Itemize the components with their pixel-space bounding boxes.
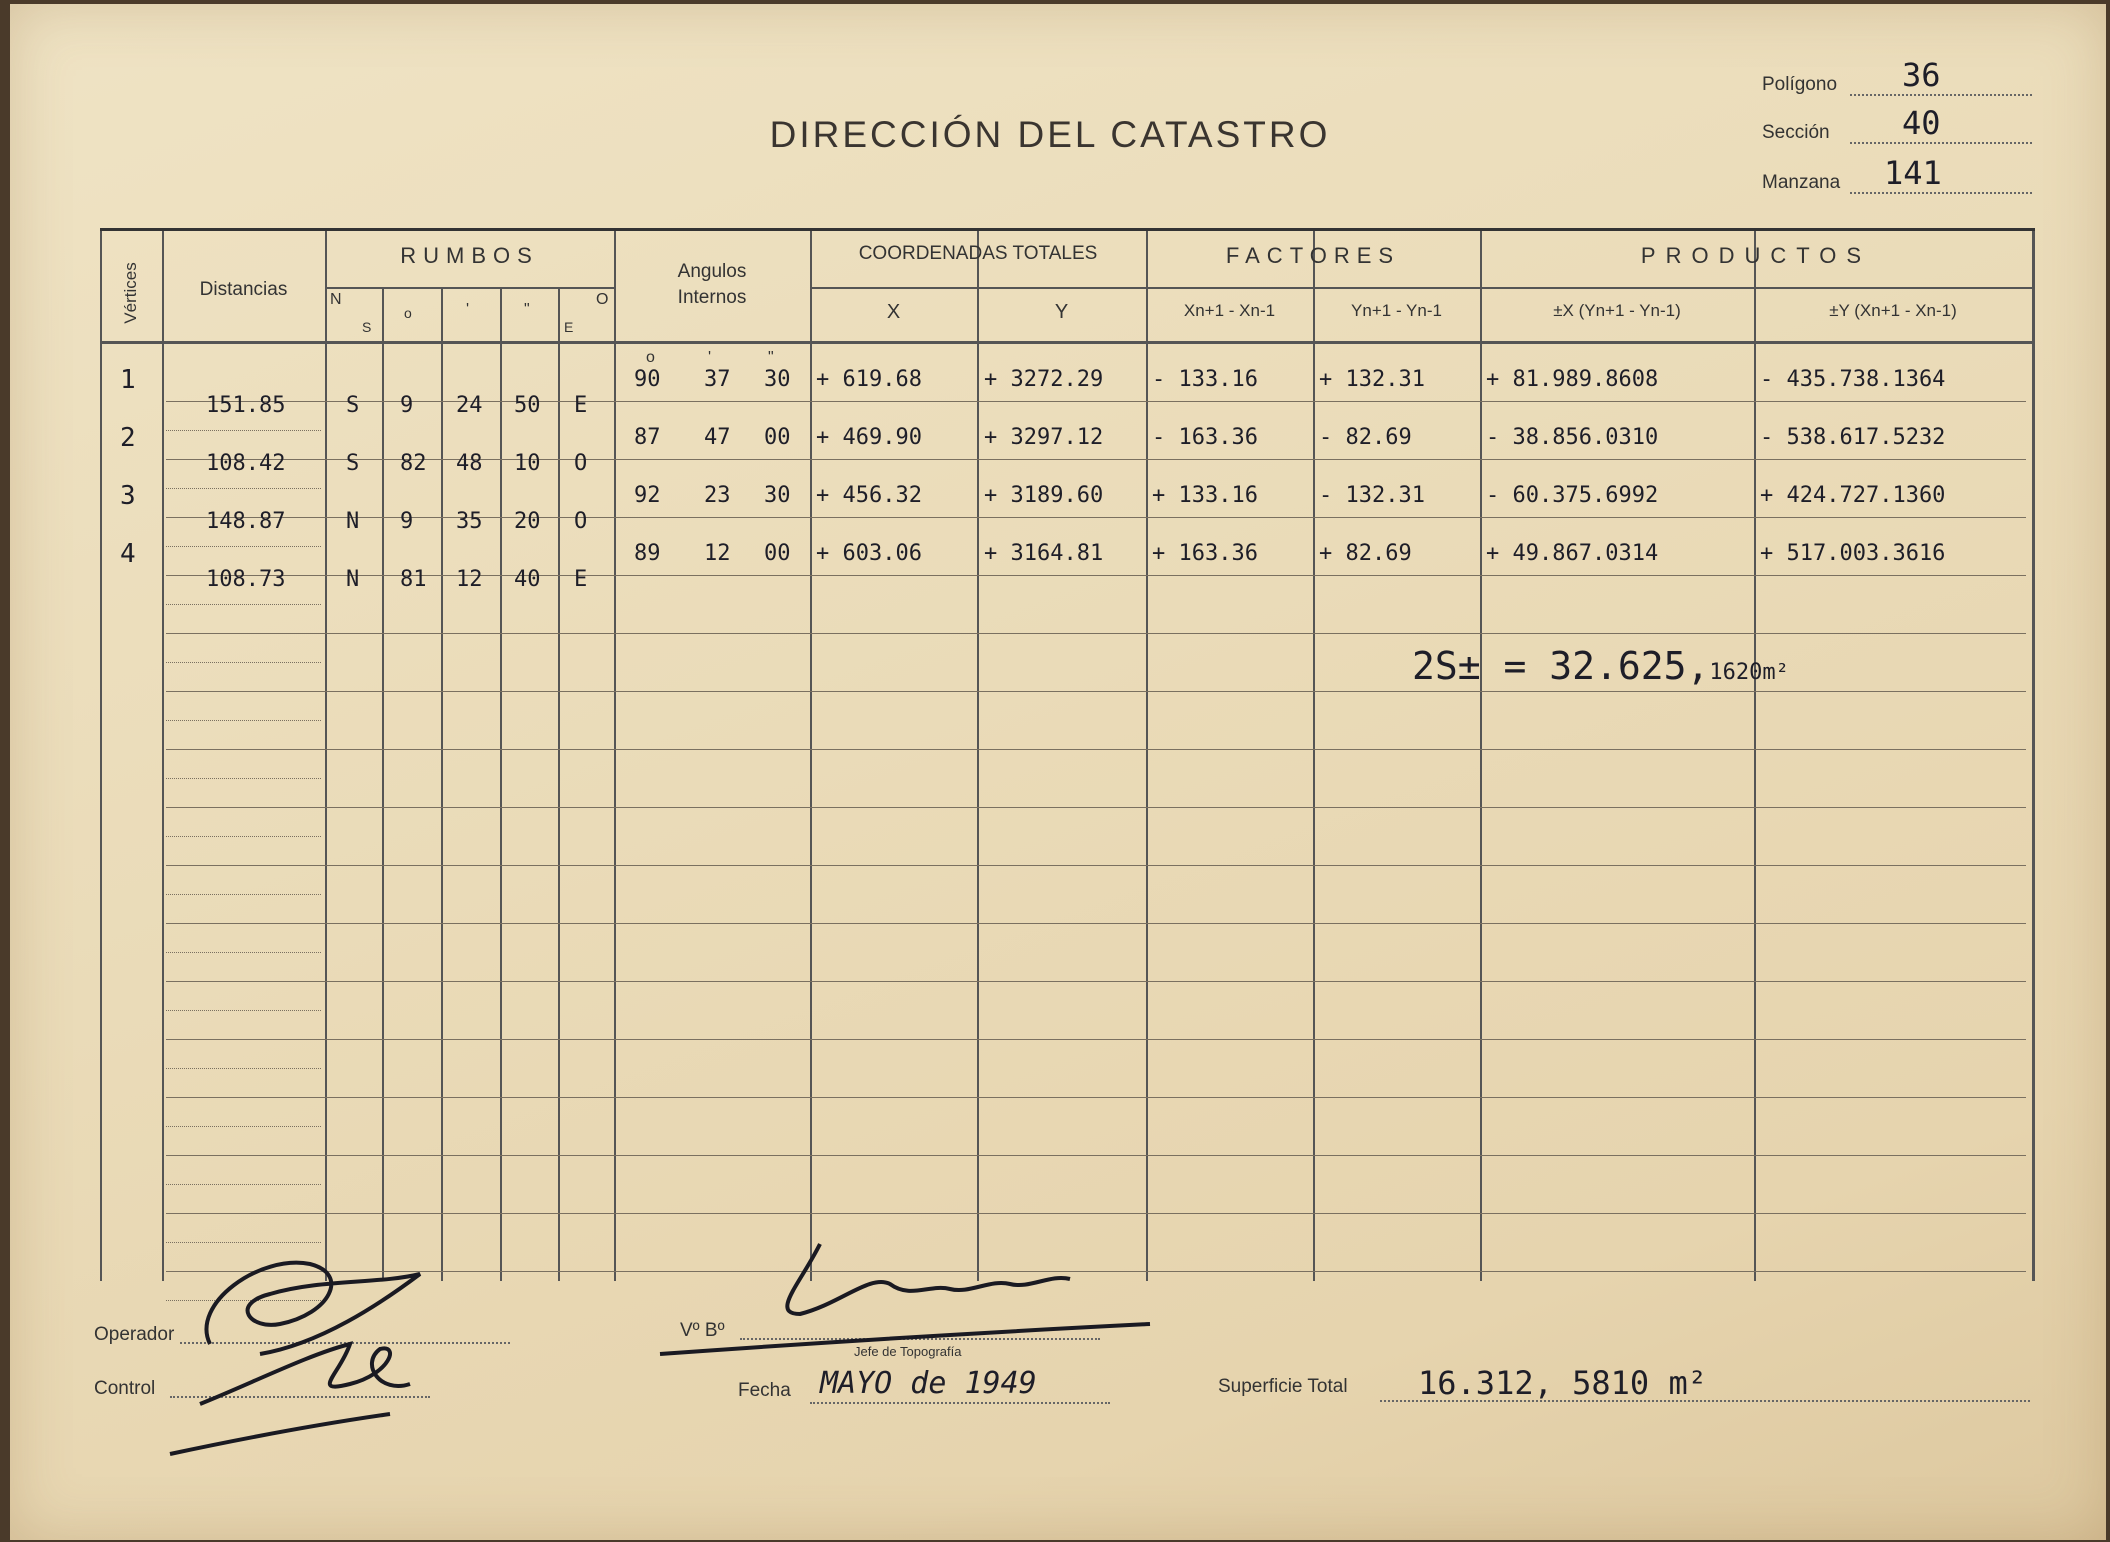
poligono-value: 36 bbox=[1902, 56, 1941, 94]
leg-bearing-min: 35 bbox=[456, 509, 483, 534]
vertex-number: 1 bbox=[120, 365, 136, 395]
rumbos-header-rule bbox=[325, 287, 614, 289]
manzana-dotted-line bbox=[1850, 192, 2032, 194]
manzana-value: 141 bbox=[1884, 154, 1942, 192]
manzana-label: Manzana bbox=[1762, 172, 1841, 193]
header-bottom-rule bbox=[100, 341, 2032, 344]
row-rule bbox=[166, 778, 321, 779]
rumbos-s-header: S bbox=[362, 319, 372, 335]
poligono-field bbox=[1762, 56, 2032, 102]
ang-sec-mark: " bbox=[768, 349, 774, 366]
vertex-number: 3 bbox=[120, 481, 136, 511]
angulos-header: Angulos bbox=[677, 261, 747, 282]
row-rule bbox=[166, 517, 2026, 518]
col-divider bbox=[810, 231, 812, 1281]
col-divider bbox=[1146, 231, 1148, 1281]
leg-bearing-ns: S bbox=[346, 393, 360, 418]
factor-x-header: Xn+1 - Xn-1 bbox=[1183, 301, 1276, 320]
control-label: Control bbox=[94, 1378, 156, 1399]
internal-angle-deg: 92 bbox=[634, 483, 661, 508]
vertex-number: 4 bbox=[120, 539, 136, 569]
rumbos-subdivider bbox=[382, 287, 384, 1281]
factor-y-header: Yn+1 - Yn-1 bbox=[1351, 301, 1442, 320]
row-rule bbox=[166, 1155, 2026, 1156]
operador-signature bbox=[150, 1234, 450, 1464]
leg-bearing-deg: 81 bbox=[400, 567, 427, 592]
leg-bearing-deg: 9 bbox=[400, 509, 414, 534]
product-x-value: + 81.989.8608 bbox=[1486, 367, 1659, 392]
vertices-header-text: Vértices bbox=[121, 262, 140, 324]
leg-bearing-min: 48 bbox=[456, 451, 483, 476]
leg-distance: 148.87 bbox=[206, 509, 286, 534]
product-y-value: - 538.617.5232 bbox=[1760, 425, 1946, 450]
coord-x-value: + 603.06 bbox=[816, 541, 922, 566]
superficie-value: 16.312, 5810 m² bbox=[1418, 1364, 1707, 1402]
row-rule bbox=[166, 691, 2026, 692]
product-x-value: - 38.856.0310 bbox=[1486, 425, 1659, 450]
fecha-label: Fecha bbox=[738, 1380, 791, 1401]
coord-x-header: X bbox=[886, 301, 901, 323]
factor-y-value: - 82.69 bbox=[1319, 425, 1412, 450]
row-rule bbox=[166, 546, 321, 547]
leg-bearing-eo: E bbox=[574, 393, 588, 418]
leg-bearing-sec: 40 bbox=[514, 567, 541, 592]
internal-angle-sec: 30 bbox=[764, 367, 791, 392]
leg-bearing-eo: O bbox=[574, 451, 588, 476]
coord-y-header: Y bbox=[1054, 301, 1069, 323]
leg-bearing-min: 12 bbox=[456, 567, 483, 592]
rumbos-o-header: O bbox=[596, 291, 609, 308]
row-rule bbox=[166, 1184, 321, 1185]
leg-bearing-deg: 82 bbox=[400, 451, 427, 476]
double-area-sum bbox=[1412, 644, 1789, 688]
coordenadas-header: COORDENADAS TOTALES bbox=[858, 243, 1098, 264]
row-rule bbox=[166, 662, 321, 663]
sum-main: 2S± = 32.625, bbox=[1412, 644, 1710, 688]
poligono-dotted-line bbox=[1850, 94, 2032, 96]
leg-bearing-eo: E bbox=[574, 567, 588, 592]
rumbos-e-header: E bbox=[564, 319, 574, 335]
leg-bearing-deg: 9 bbox=[400, 393, 414, 418]
coord-y-value: + 3297.12 bbox=[984, 425, 1104, 450]
producto-x-header: ±X (Yn+1 - Yn-1) bbox=[1553, 301, 1681, 320]
productos-header-rule bbox=[1480, 287, 2032, 289]
coord-x-value: + 456.32 bbox=[816, 483, 922, 508]
row-rule bbox=[166, 1010, 321, 1011]
ang-deg-mark: o bbox=[646, 349, 655, 366]
factores-header: FACTORES bbox=[1225, 243, 1401, 268]
product-y-value: + 424.727.1360 bbox=[1760, 483, 1946, 508]
row-rule bbox=[166, 894, 321, 895]
seccion-value: 40 bbox=[1902, 104, 1941, 142]
rumbos-n-header: N bbox=[330, 291, 342, 308]
row-rule bbox=[166, 952, 321, 953]
row-rule bbox=[166, 1039, 2026, 1040]
row-rule bbox=[166, 401, 2026, 402]
seccion-dotted-line bbox=[1850, 142, 2032, 144]
row-rule bbox=[166, 720, 321, 721]
internal-angle-sec: 00 bbox=[764, 541, 791, 566]
rumbos-min-header: ' bbox=[466, 301, 470, 318]
leg-bearing-eo: O bbox=[574, 509, 588, 534]
leg-distance: 108.42 bbox=[206, 451, 286, 476]
fecha-value: MAYO de 1949 bbox=[820, 1366, 1037, 1401]
row-rule bbox=[166, 749, 2026, 750]
row-rule bbox=[166, 1068, 321, 1069]
producto-y-header: ±Y (Xn+1 - Xn-1) bbox=[1829, 301, 1957, 320]
row-rule bbox=[166, 1097, 2026, 1098]
leg-bearing-sec: 10 bbox=[514, 451, 541, 476]
factor-x-value: - 133.16 bbox=[1152, 367, 1258, 392]
sum-small: 1620m² bbox=[1709, 660, 1789, 685]
row-rule bbox=[166, 1213, 2026, 1214]
manzana-field bbox=[1762, 154, 2032, 200]
leg-bearing-sec: 20 bbox=[514, 509, 541, 534]
seccion-label: Sección bbox=[1762, 122, 1830, 143]
factor-y-value: + 82.69 bbox=[1319, 541, 1412, 566]
distancias-header: Distancias bbox=[199, 279, 288, 300]
internos-header: Internos bbox=[677, 287, 747, 308]
rumbos-deg-header: o bbox=[404, 305, 412, 321]
product-y-value: - 435.738.1364 bbox=[1760, 367, 1946, 392]
row-rule bbox=[166, 1126, 321, 1127]
leg-bearing-ns: N bbox=[346, 509, 360, 534]
internal-angle-deg: 87 bbox=[634, 425, 661, 450]
row-rule bbox=[166, 807, 2026, 808]
leg-distance: 108.73 bbox=[206, 567, 286, 592]
factor-y-value: + 132.31 bbox=[1319, 367, 1425, 392]
ang-min-mark: ' bbox=[708, 349, 712, 366]
leg-bearing-sec: 50 bbox=[514, 393, 541, 418]
internal-angle-min: 12 bbox=[704, 541, 731, 566]
coord-x-value: + 619.68 bbox=[816, 367, 922, 392]
internal-angle-deg: 90 bbox=[634, 367, 661, 392]
row-rule bbox=[166, 575, 2026, 576]
row-rule bbox=[166, 865, 2026, 866]
seccion-field bbox=[1762, 104, 2032, 150]
internal-angle-deg: 89 bbox=[634, 541, 661, 566]
col-divider bbox=[1754, 231, 1756, 1281]
vertex-number: 2 bbox=[120, 423, 136, 453]
row-rule bbox=[166, 604, 321, 605]
internal-angle-min: 37 bbox=[704, 367, 731, 392]
grid-border-right bbox=[2032, 231, 2035, 1281]
coord-y-value: + 3272.29 bbox=[984, 367, 1104, 392]
factor-x-value: - 163.36 bbox=[1152, 425, 1258, 450]
internal-angle-sec: 00 bbox=[764, 425, 791, 450]
factor-x-value: + 163.36 bbox=[1152, 541, 1258, 566]
rumbos-subdivider bbox=[500, 287, 502, 1281]
col-divider bbox=[1480, 231, 1482, 1281]
coord-x-value: + 469.90 bbox=[816, 425, 922, 450]
row-rule bbox=[166, 923, 2026, 924]
col-divider bbox=[162, 231, 164, 1281]
leg-bearing-min: 24 bbox=[456, 393, 483, 418]
operador-label: Operador bbox=[94, 1324, 175, 1345]
vobo-label: Vº Bº bbox=[680, 1320, 725, 1341]
product-x-value: - 60.375.6992 bbox=[1486, 483, 1659, 508]
factor-y-value: - 132.31 bbox=[1319, 483, 1425, 508]
factores-header-rule bbox=[1146, 287, 1480, 289]
rumbos-subdivider bbox=[558, 287, 560, 1281]
poligono-label: Polígono bbox=[1762, 74, 1838, 95]
product-x-value: + 49.867.0314 bbox=[1486, 541, 1659, 566]
productos-header: PRODUCTOS bbox=[1640, 243, 1872, 268]
leg-bearing-ns: S bbox=[346, 451, 360, 476]
survey-table bbox=[100, 228, 2035, 1281]
grid-border-left bbox=[100, 231, 102, 1281]
jefe-signature bbox=[650, 1224, 1170, 1364]
row-rule bbox=[166, 981, 2026, 982]
col-divider bbox=[614, 231, 616, 1281]
jefe-label: Jefe de Topografía bbox=[854, 1344, 962, 1359]
internal-angle-min: 47 bbox=[704, 425, 731, 450]
row-rule bbox=[166, 836, 321, 837]
row-rule bbox=[166, 430, 321, 431]
coord-header-rule bbox=[810, 287, 1146, 289]
factor-x-value: + 133.16 bbox=[1152, 483, 1258, 508]
coord-y-value: + 3164.81 bbox=[984, 541, 1104, 566]
col-divider bbox=[1313, 231, 1315, 1281]
cadastre-form bbox=[10, 4, 2106, 1540]
vertices-header bbox=[100, 261, 162, 324]
row-rule bbox=[166, 488, 321, 489]
form-title: DIRECCIÓN DEL CATASTRO bbox=[769, 114, 1331, 155]
rumbos-header: RUMBOS bbox=[400, 243, 539, 268]
superficie-label: Superficie Total bbox=[1218, 1376, 1348, 1397]
product-y-value: + 517.003.3616 bbox=[1760, 541, 1946, 566]
internal-angle-min: 23 bbox=[704, 483, 731, 508]
leg-distance: 151.85 bbox=[206, 393, 286, 418]
col-divider bbox=[977, 231, 979, 1281]
rumbos-sec-header: " bbox=[524, 301, 530, 318]
row-rule bbox=[166, 459, 2026, 460]
row-rule bbox=[166, 633, 2026, 634]
coord-y-value: + 3189.60 bbox=[984, 483, 1104, 508]
rumbos-subdivider bbox=[441, 287, 443, 1281]
leg-bearing-ns: N bbox=[346, 567, 360, 592]
internal-angle-sec: 30 bbox=[764, 483, 791, 508]
col-divider bbox=[325, 231, 327, 1281]
